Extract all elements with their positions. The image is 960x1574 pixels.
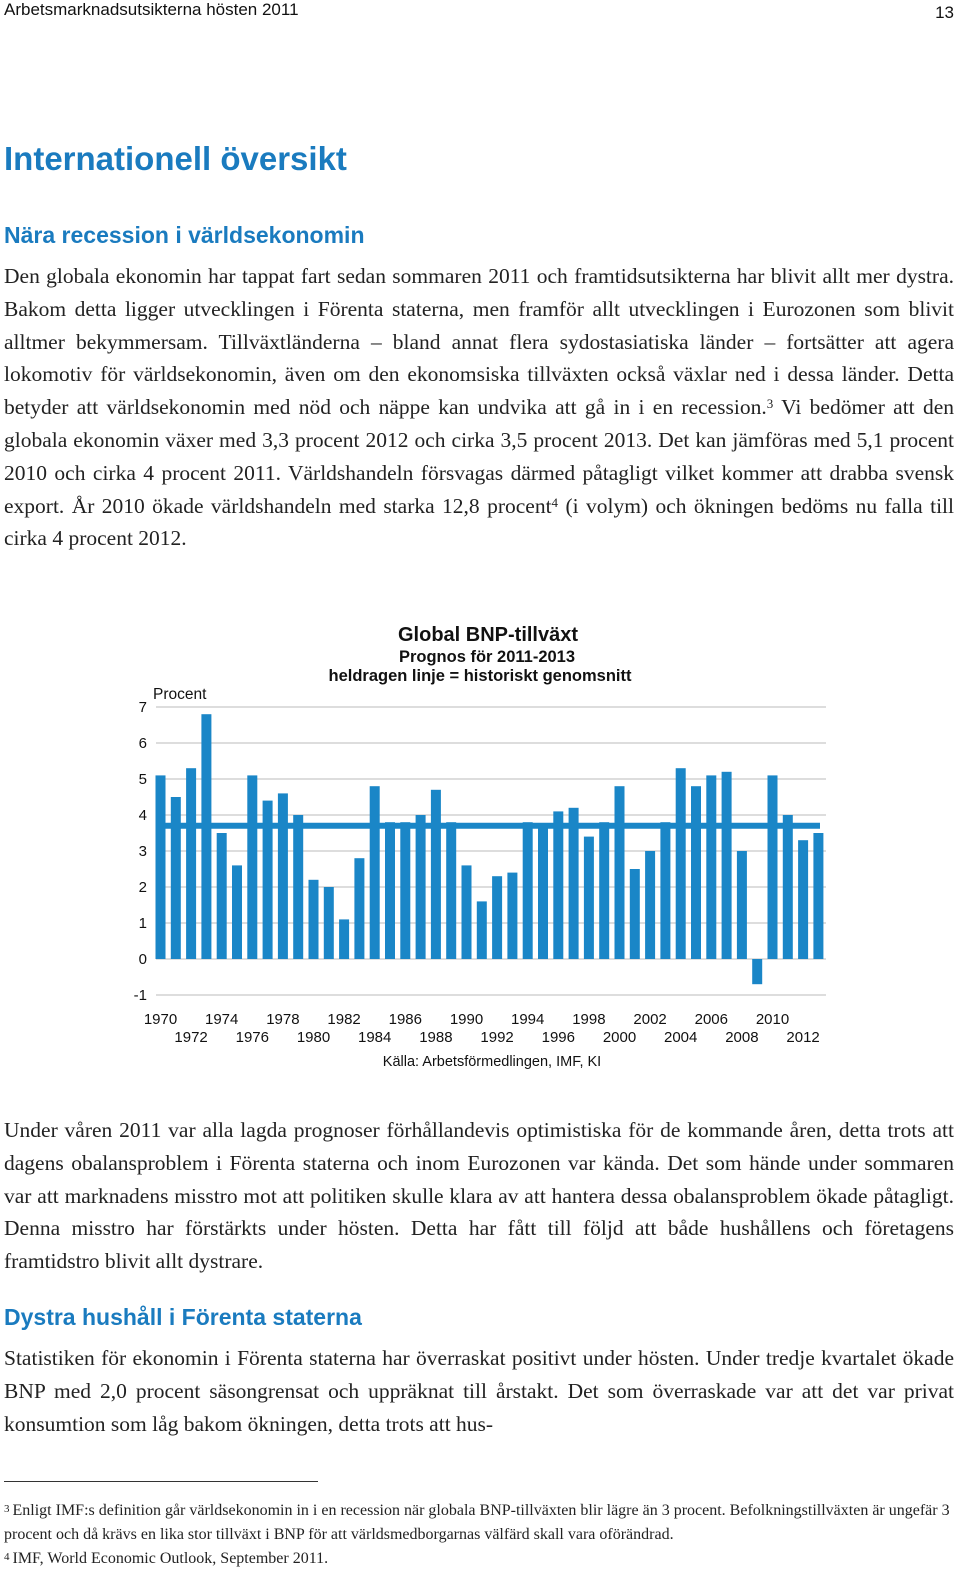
x-tick-label: 1970 xyxy=(143,1011,178,1028)
gdp-growth-chart xyxy=(0,615,960,1075)
bar-1994 xyxy=(523,822,533,959)
y-axis-label: Procent xyxy=(153,686,207,703)
bar-1998 xyxy=(584,837,594,959)
y-tick-label: 3 xyxy=(138,843,147,860)
footnote-ref-4[interactable]: 4 xyxy=(551,494,559,510)
bar-1976 xyxy=(247,775,257,959)
bar-2001 xyxy=(630,869,640,959)
bar-1996 xyxy=(553,811,563,959)
x-tick-label: 1996 xyxy=(541,1029,575,1046)
x-tick-label: 1988 xyxy=(419,1029,453,1046)
footnote-3-text: Enligt IMF:s definition går världsekonomin in i en recession när globala BNP-tillväxten blir lägre än 3 procent. Befolkningstillväxten är ungefär 3 procent och då krävs en lika stor tillväxt i BNP för att världsmedborgarnas välfärd skall vara oförändrad. xyxy=(4,1502,950,1543)
y-tick-labels xyxy=(134,699,147,1004)
chart-subtitle-forecast: Prognos för 2011-2013 xyxy=(398,648,576,666)
bar-1982 xyxy=(339,919,349,959)
intro-text-c: (i volym) och ökningen bedöms nu falla till cirka 4 procent 2012. xyxy=(4,493,954,551)
bar-1980 xyxy=(309,880,319,959)
bar-1975 xyxy=(232,865,242,959)
x-tick-label: 2012 xyxy=(786,1029,820,1046)
y-tick-label: 0 xyxy=(138,951,147,968)
x-tick-label: 1972 xyxy=(174,1029,208,1046)
intro-text-a: Den globala ekonomin har tappat fart sedan sommaren 2011 och framtidsutsikterna har blivit allt mer dystra. Bakom detta ligger utvecklingen i Förenta staterna, men framför allt utvecklingen i Eurozonen som blivit alltmer bekymmersam. Tillväxtländerna – bland annat flera sydostasiatiska länder – fortsätter att agera lokomotiv för världsekonomin, även om den ekonomsiska tillväxten också växlar ned i dessa länder. Detta betyder att världsekonomin med nöd och näppe kan undvika att gå in i en recession. xyxy=(4,264,954,420)
x-tick-label: 1986 xyxy=(388,1011,422,1028)
bar-2010 xyxy=(768,775,778,959)
y-tick-label: 4 xyxy=(138,807,147,824)
x-tick-label: 1984 xyxy=(358,1029,392,1046)
bar-2012 xyxy=(798,840,808,959)
footnote-ref-3[interactable]: 3 xyxy=(766,396,774,412)
bar-2009 xyxy=(752,959,762,984)
x-tick-label: 2006 xyxy=(694,1011,728,1028)
bar-1972 xyxy=(186,768,196,959)
bar-1995 xyxy=(538,826,548,959)
subsection-heading-households: Dystra hushåll i Förenta staterna xyxy=(4,1304,362,1330)
x-tick-labels xyxy=(144,1011,820,1046)
bar-1973 xyxy=(201,714,211,959)
y-tick-label: -1 xyxy=(133,987,147,1004)
bar-2013 xyxy=(813,833,823,959)
bar-2006 xyxy=(706,775,716,959)
paragraph-us-economy: Statistiken för ekonomin i Förenta staterna har överraskat positivt under hösten. Under tredje kvartalet ökade BNP med 2,0 procent säsongrensat och uppräknat till årstakt. Det som överraskade var att det var privat konsumtion som låg bakom ökningen, detta trots att hus- xyxy=(4,1346,954,1436)
bars xyxy=(156,714,824,984)
intro-paragraph xyxy=(4,260,954,555)
bar-1978 xyxy=(278,793,288,959)
chart-source: Källa: Arbetsförmedlingen, IMF, KI xyxy=(382,1054,602,1070)
chart-title: Global BNP-tillväxt xyxy=(397,624,579,646)
bar-1989 xyxy=(446,822,456,959)
y-tick-label: 6 xyxy=(138,735,147,752)
document-running-title: Arbetsmarknadsutsikterna hösten 2011 xyxy=(4,0,299,19)
bar-2005 xyxy=(691,786,701,959)
y-tick-label: 7 xyxy=(138,699,147,716)
x-tick-label: 1974 xyxy=(205,1011,239,1028)
footnote-4-text: IMF, World Economic Outlook, September 2011. xyxy=(12,1550,329,1567)
x-tick-label: 1992 xyxy=(480,1029,514,1046)
bar-1981 xyxy=(324,887,334,959)
bar-1971 xyxy=(171,797,181,959)
bar-1970 xyxy=(156,775,166,959)
bar-1983 xyxy=(354,858,364,959)
bar-1991 xyxy=(477,901,487,959)
bar-2002 xyxy=(645,851,655,959)
chart-subtitle-average: heldragen linje = historiskt genomsnitt xyxy=(328,667,632,685)
x-tick-label: 1976 xyxy=(235,1029,269,1046)
bar-1979 xyxy=(293,815,303,959)
subsection-heading-recession: Nära recession i världsekonomin xyxy=(4,222,365,248)
x-tick-label: 1990 xyxy=(449,1011,484,1028)
bar-1987 xyxy=(416,815,426,959)
bar-2011 xyxy=(783,815,793,959)
footnote-separator xyxy=(4,1481,318,1482)
bar-2000 xyxy=(615,786,625,959)
y-tick-label: 1 xyxy=(138,915,147,932)
x-tick-label: 1994 xyxy=(511,1011,545,1028)
x-tick-label: 1980 xyxy=(296,1029,331,1046)
footnote-3-number: 3 xyxy=(4,1503,10,1515)
bar-2004 xyxy=(676,768,686,959)
bar-2008 xyxy=(737,851,747,959)
gdp-chart-svg xyxy=(0,615,960,1075)
bar-1992 xyxy=(492,876,502,959)
section-title: Internationell översikt xyxy=(4,140,347,177)
footnote-3 xyxy=(4,1497,954,1547)
footnote-4-number: 4 xyxy=(4,1551,10,1563)
y-tick-label: 2 xyxy=(138,879,147,896)
x-tick-label: 2008 xyxy=(725,1029,759,1046)
paragraph-forecast-optimism: Under våren 2011 var alla lagda prognoser förhållandevis optimistiska för de kommande åren, detta trots att dagens obalansproblem i Förenta staterna och inom Eurozonen var kända. Det som hände under sommaren var att marknadens misstro mot att politiken skulle klara av att hantera dessa obalansproblem ökade påtagligt. Denna misstro har förstärkts under hösten. Detta har fått till följd att både hushållens och företagens framtidstro blivit allt dystrare. xyxy=(4,1118,954,1274)
x-tick-label: 1998 xyxy=(572,1011,606,1028)
bar-1988 xyxy=(431,790,441,959)
bar-2007 xyxy=(722,772,732,959)
footnote-4 xyxy=(4,1545,954,1571)
bar-1999 xyxy=(599,822,609,959)
bar-2003 xyxy=(660,822,670,959)
bar-1990 xyxy=(462,865,472,959)
x-tick-label: 1978 xyxy=(266,1011,300,1028)
x-tick-label: 2000 xyxy=(602,1029,637,1046)
x-tick-label: 2010 xyxy=(755,1011,790,1028)
bar-1974 xyxy=(217,833,227,959)
bar-1997 xyxy=(569,808,579,959)
y-tick-label: 5 xyxy=(138,771,147,788)
page-number: 13 xyxy=(935,3,954,22)
intro-text-b: Vi bedömer att den globala ekonomin växer med 3,3 procent 2012 och cirka 3,5 procent 2013. Det kan jämföras med 5,1 procent 2010 och cirka 4 procent 2011. Världshandeln försvagas därmed påtagligt vilket kommer att drabba svensk export. År 2010 ökade världshandeln med starka 12,8 procent xyxy=(4,395,954,518)
bar-1985 xyxy=(385,822,395,959)
bar-1984 xyxy=(370,786,380,959)
x-tick-label: 1982 xyxy=(327,1011,361,1028)
bar-1993 xyxy=(507,873,517,959)
bar-1986 xyxy=(400,822,410,959)
x-tick-label: 2004 xyxy=(664,1029,698,1046)
x-tick-label: 2002 xyxy=(633,1011,667,1028)
